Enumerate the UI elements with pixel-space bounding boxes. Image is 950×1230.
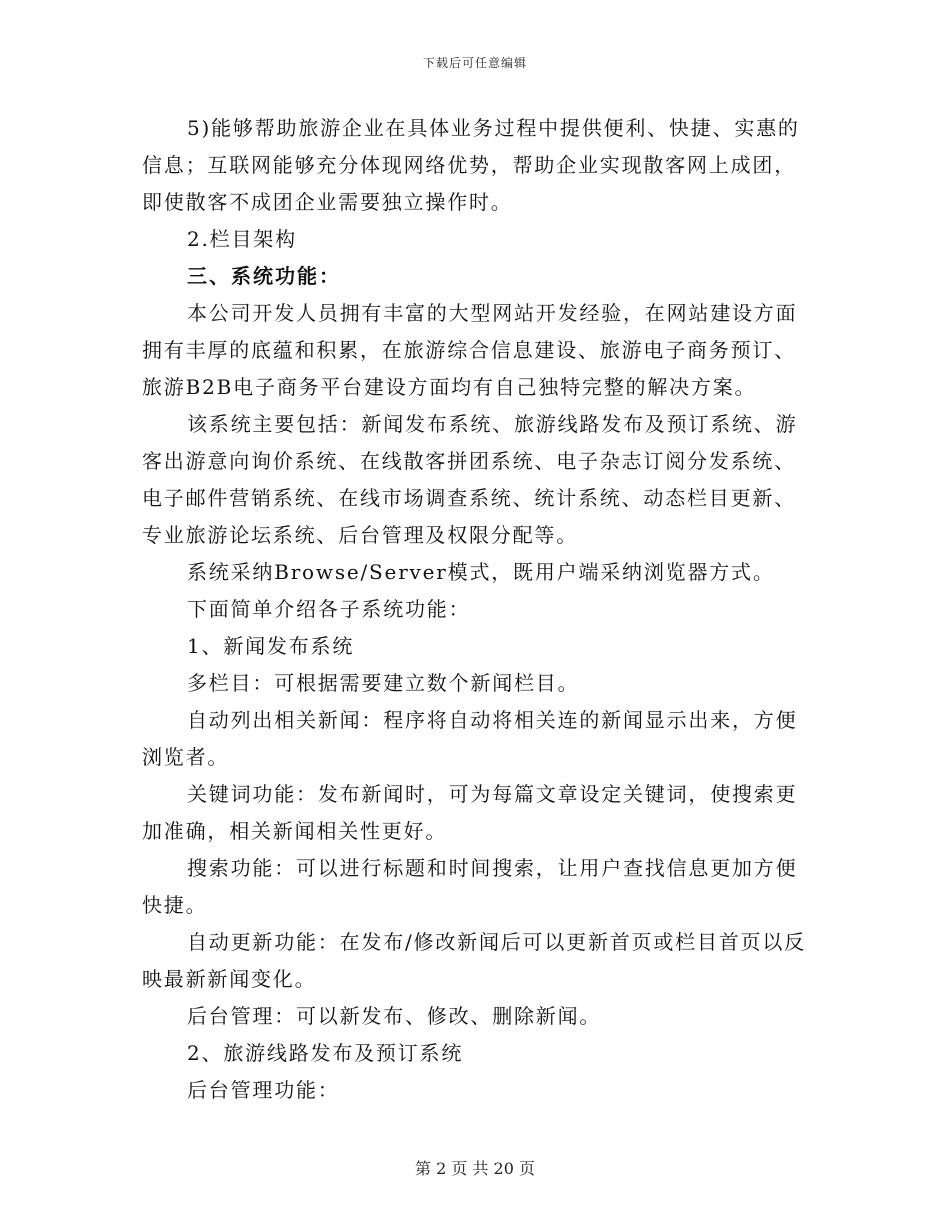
paragraph-related-news: 自动列出相关新闻：程序将自动将相关连的新闻显示出来，方便浏览者。 — [142, 708, 798, 769]
page-header: 下载后可任意编辑 — [422, 56, 527, 70]
paragraph-multi-column: 多栏目：可根据需要建立数个新闻栏目。 — [187, 671, 580, 695]
paragraph-system-components: 该系统主要包括：新闻发布系统、旅游线路发布及预订系统、游客出游意向询价系统、在线散客拼团系统、电子杂志订阅分发系统、电子邮件营销系统、在线市场调查系统、统计系统、动态栏目更新、专业旅游论坛系统、后台管理及权限分配等。 — [142, 412, 798, 547]
heading-column-structure: 2.栏目架构 — [187, 227, 297, 251]
paragraph-admin: 后台管理：可以新发布、修改、删除新闻。 — [187, 1004, 602, 1028]
page-footer: 第 2 页 共 20 页 — [415, 1159, 535, 1178]
paragraph-intro-subsystems: 下面简单介绍各子系统功能： — [187, 597, 471, 621]
paragraph-admin-functions: 后台管理功能： — [187, 1078, 340, 1102]
heading-news-system: 1、新闻发布系统 — [187, 634, 355, 658]
paragraph-search: 搜索功能：可以进行标题和时间搜索，让用户查找信息更加方便快捷。 — [142, 856, 798, 917]
document-body — [142, 110, 810, 1109]
paragraph-company-experience: 本公司开发人员拥有丰富的大型网站开发经验，在网站建设方面拥有丰厚的底蕴和积累，在旅游综合信息建设、旅游电子商务预订、旅游B2B电子商务平台建设方面均有自己独特完整的解决方案。 — [142, 301, 798, 399]
heading-tour-routes-system: 2、旅游线路发布及预订系统 — [187, 1041, 464, 1065]
paragraph-auto-update: 自动更新功能：在发布/修改新闻后可以更新首页或栏目首页以反映最新新闻变化。 — [142, 930, 806, 991]
paragraph-keywords: 关键词功能：发布新闻时，可为每篇文章设定关键词，使搜索更加准确，相关新闻相关性更好。 — [142, 782, 798, 843]
paragraph-benefits: 5)能够帮助旅游企业在具体业务过程中提供便利、快捷、实惠的信息；互联网能够充分体现网络优势，帮助企业实现散客网上成团，即使散客不成团企业需要独立操作时。 — [142, 116, 800, 214]
paragraph-bs-mode: 系统采纳Browse/Server模式，既用户端采纳浏览器方式。 — [187, 560, 775, 584]
section-heading-system-functions: 三、系统功能： — [187, 264, 341, 288]
